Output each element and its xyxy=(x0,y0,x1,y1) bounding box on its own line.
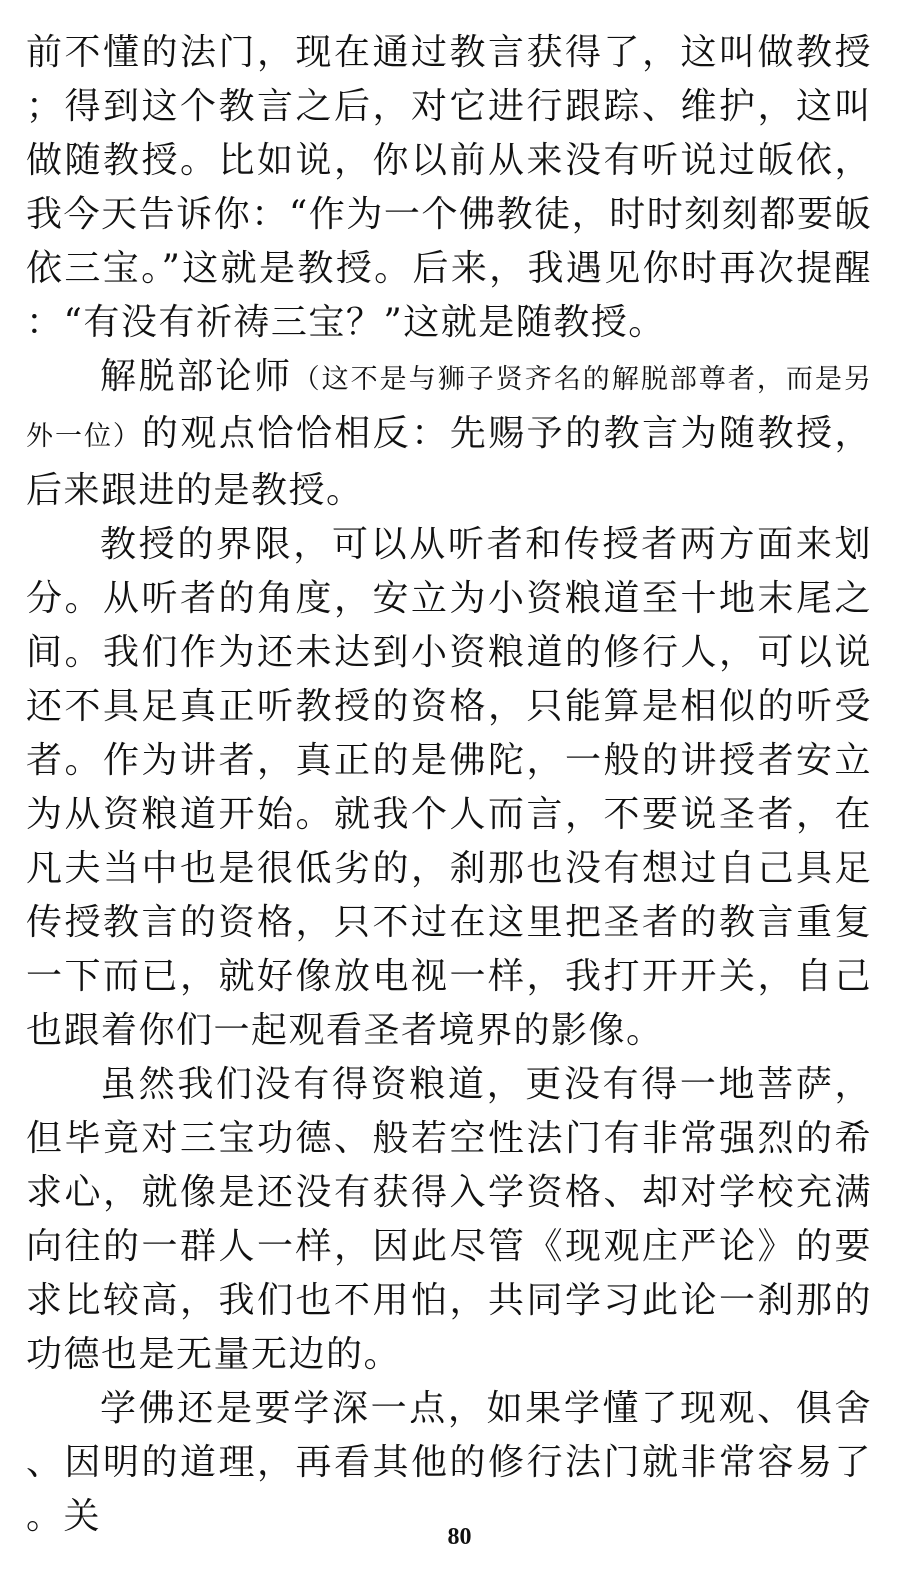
paragraph-2 xyxy=(26,350,872,518)
paragraph-1: 前不懂的法门，现在通过教言获得了，这叫做教授；得到这个教言之后，对它进行跟踪、维护，这叫做随教授。比如说，你以前从来没有听说过皈依，我今天告诉你：“作为一个佛教徒，时时刻刻都要皈依三宝。”这就是教授。后来，我遇见你时再次提醒：“有没有祈祷三宝？”这就是随教授。 xyxy=(26,32,872,343)
paragraph-3: 教授的界限，可以从听者和传授者两方面来划分。从听者的角度，安立为小资粮道至十地末尾之间。我们作为还未达到小资粮道的修行人，可以说还不具足真正听教授的资格，只能算是相似的听受者。作为讲者，真正的是佛陀，一般的讲授者安立为从资粮道开始。就我个人而言，不要说圣者，在凡夫当中也是很低劣的，刹那也没有想过自己具足传授教言的资格，只不过在这里把圣者的教言重复一下而已，就好像放电视一样，我打开开关，自己也跟着你们一起观看圣者境界的影像。 xyxy=(26,524,872,1051)
paragraph-4: 虽然我们没有得资粮道，更没有得一地菩萨，但毕竟对三宝功德、般若空性法门有非常强烈的希求心，就像是还没有获得入学资格、却对学校充满向往的一群人一样，因此尽管《现观庄严论》的要求比较高，我们也不用怕，共同学习此论一刹那的功德也是无量无边的。 xyxy=(26,1064,872,1375)
page-body xyxy=(26,26,872,1544)
paragraph-2-end: 的观点恰恰相反：先赐予的教言为随教授，后来跟进的是教授。 xyxy=(26,413,872,511)
paragraph-2-start: 解脱部论师 xyxy=(100,356,293,397)
page-number: 80 xyxy=(447,1524,472,1550)
paragraph-5: 学佛还是要学深一点，如果学懂了现观、俱舍、因明的道理，再看其他的修行法门就非常容易了。关 xyxy=(26,1388,872,1537)
paragraph-2-note: （这不是与狮子贤齐名的解脱部尊者，而是另外一位） xyxy=(26,364,872,452)
